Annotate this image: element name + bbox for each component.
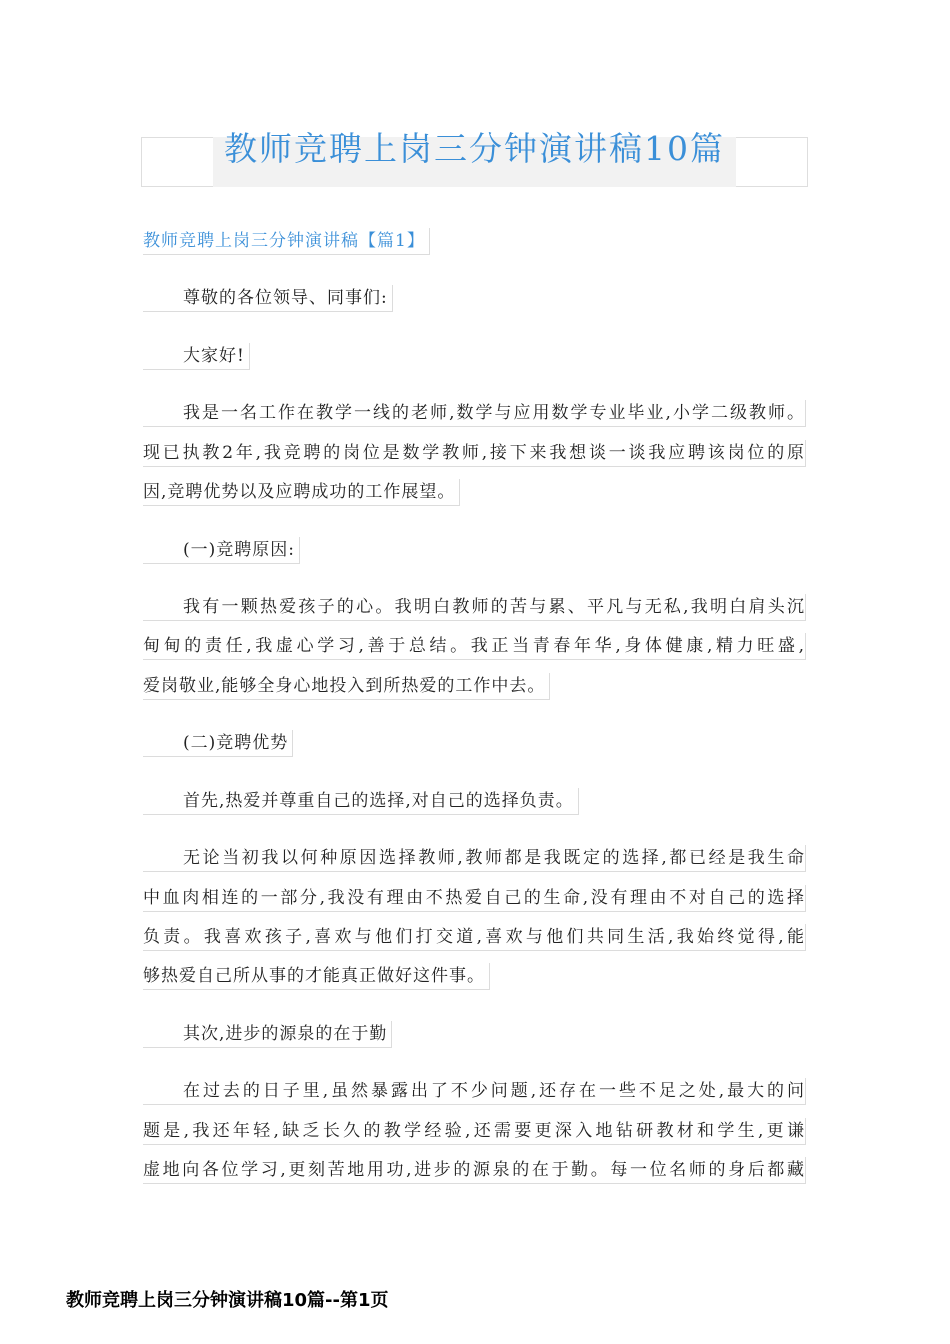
greeting: 大家好! [143, 343, 250, 370]
paragraph-line: 够热爱自己所从事的才能真正做好这件事。 [143, 963, 490, 990]
subheading-reason: (一)竞聘原因: [143, 537, 300, 564]
section-heading: 教师竞聘上岗三分钟演讲稿【篇1】 [143, 228, 430, 255]
page-footer: 教师竞聘上岗三分钟演讲稿10篇--第1页 [66, 1290, 389, 1311]
paragraph-line: 负责。我喜欢孩子,喜欢与他们打交道,喜欢与他们共同生活,我始终觉得,能 [143, 924, 806, 951]
subheading-advantage: (二)竞聘优势 [143, 730, 293, 757]
paragraph-line: 在过去的日子里,虽然暴露出了不少问题,还存在一些不足之处,最大的问 [143, 1078, 806, 1105]
paragraph-line: 甸甸的责任,我虚心学习,善于总结。我正当青春年华,身体健康,精力旺盛, [143, 633, 806, 660]
document-title: 教师竞聘上岗三分钟演讲稿10篇 [224, 129, 725, 168]
paragraph-line: 首先,热爱并尊重自己的选择,对自己的选择负责。 [143, 788, 579, 815]
paragraph-line: 爱岗敬业,能够全身心地投入到所热爱的工作中去。 [143, 673, 550, 700]
paragraph-line: 我有一颗热爱孩子的心。我明白教师的苦与累、平凡与无私,我明白肩头沉 [143, 594, 806, 621]
paragraph-line: 因,竞聘优势以及应聘成功的工作展望。 [143, 479, 460, 506]
subheading-diligence: 其次,进步的源泉的在于勤 [143, 1021, 392, 1048]
paragraph-line: 中血肉相连的一部分,我没有理由不热爱自己的生命,没有理由不对自己的选择 [143, 885, 806, 912]
paragraph-line: 虚地向各位学习,更刻苦地用功,进步的源泉的在于勤。每一位名师的身后都藏 [143, 1157, 806, 1184]
paragraph-line: 我是一名工作在教学一线的老师,数学与应用数学专业毕业,小学二级教师。 [143, 400, 806, 427]
salutation: 尊敬的各位领导、同事们: [143, 285, 393, 312]
paragraph-line: 无论当初我以何种原因选择教师,教师都是我既定的选择,都已经是我生命 [143, 845, 806, 872]
paragraph-line: 现已执教2年,我竞聘的岗位是数学教师,接下来我想谈一谈我应聘该岗位的原 [143, 440, 806, 467]
paragraph-line: 题是,我还年轻,缺乏长久的教学经验,还需要更深入地钻研教材和学生,更谦 [143, 1118, 806, 1145]
